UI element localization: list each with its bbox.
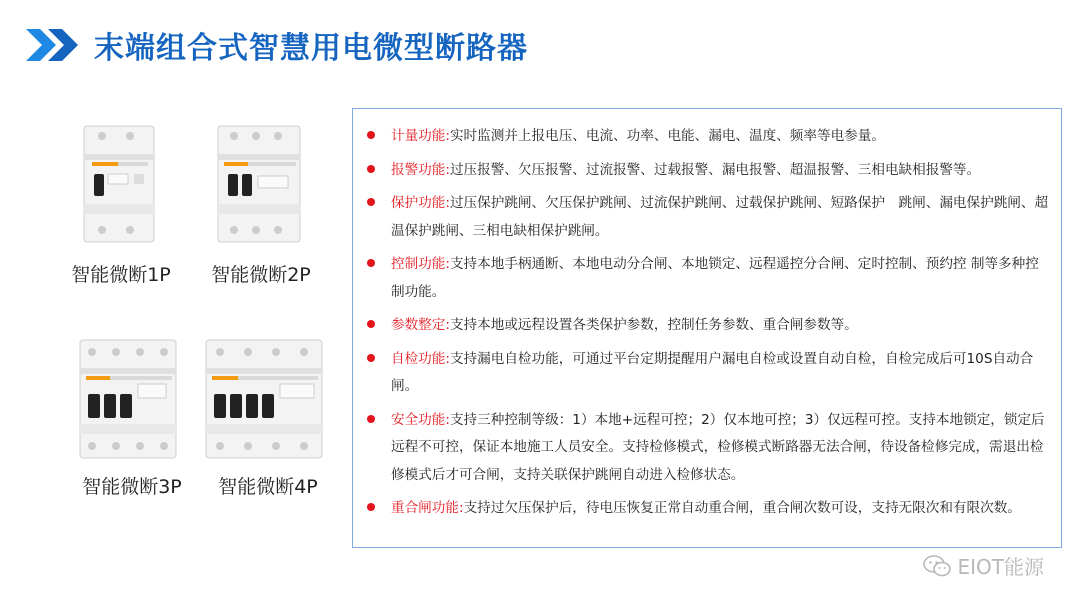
feature-name: 安全功能: [391, 411, 450, 428]
product-label-4p: 智能微断4P [218, 476, 318, 498]
feature-text: 实时监测并上报电压、电流、功率、电能、漏电、温度、频率等电参量。 [449, 128, 885, 144]
feature-body [391, 312, 858, 340]
feature-item [367, 251, 1051, 306]
double-chevron-icon [22, 25, 86, 65]
product-1p-image [80, 124, 160, 244]
watermark [922, 551, 1045, 580]
product-label-3p: 智能微断3P [82, 476, 182, 498]
feature-name: 重合闸功能: [391, 500, 464, 516]
bullet-dot-icon [367, 259, 375, 267]
bullet-dot-icon [367, 131, 375, 139]
wechat-icon [922, 554, 952, 578]
feature-body [391, 346, 1051, 401]
product-label-1p: 智能微断1P [71, 264, 171, 286]
bullet-dot-icon [367, 503, 375, 511]
feature-text: 支持漏电自检功能，可通过平台定期提醒用户漏电自检或设置自动自检，自检完成后可10S自动合闸。 [391, 350, 1034, 394]
feature-name: 计量功能: [391, 128, 450, 144]
feature-item [367, 495, 1051, 523]
feature-text: 过压保护跳闸、欠压保护跳闸、过流保护跳闸、过载保护跳闸、短路保护 跳闸、漏电保护跳闸、超温保护跳闸、三相电缺相保护跳闸。 [391, 195, 1049, 239]
feature-body [391, 157, 980, 185]
page-title: 末端组合式智慧用电微型断路器 [94, 31, 528, 66]
feature-text: 支持三种控制等级：1）本地+远程可控；2）仅本地可控；3）仅远程可控。支持本地锁定，锁定后远程不可控，保证本地施工人员安全。支持检修模式，检修模式断路器无法合闸，待设备检修完成，需退出检修模式后才可合闸，支持关联保护跳闸自动进入检修状态。 [391, 411, 1045, 483]
feature-text: 支持本地手柄通断、本地电动分合闸、本地锁定、远程遥控分合闸、定时控制、预约控 制等多种控制功能。 [391, 256, 1039, 300]
features-panel [352, 108, 1062, 548]
feature-item [367, 346, 1051, 401]
bullet-dot-icon [367, 320, 375, 328]
feature-item [367, 190, 1051, 245]
feature-item [367, 407, 1051, 490]
feature-name: 报警功能: [391, 161, 450, 178]
feature-body [391, 495, 1021, 523]
product-gallery [40, 112, 340, 512]
feature-item [367, 123, 1051, 151]
product-2p-image [216, 124, 306, 244]
product-4p-image [204, 338, 324, 460]
feature-body [391, 407, 1051, 490]
feature-name: 自检功能: [391, 350, 450, 367]
product-label-2p: 智能微断2P [211, 264, 311, 286]
bullet-dot-icon [367, 415, 375, 423]
feature-item [367, 157, 1051, 185]
bullet-dot-icon [367, 165, 375, 173]
watermark-text: EIOT能源 [957, 555, 1044, 579]
slide-header [22, 22, 528, 68]
bullet-dot-icon [367, 354, 375, 362]
feature-text: 支持本地或远程设置各类保护参数，控制任务参数、重合闸参数等。 [449, 317, 858, 333]
feature-name: 控制功能: [391, 256, 450, 272]
feature-text: 过压报警、欠压报警、过流报警、过载报警、漏电报警、超温报警、三相电缺相报警等。 [449, 161, 981, 178]
feature-body [391, 251, 1051, 306]
feature-name: 保护功能: [391, 195, 450, 211]
feature-body [391, 190, 1051, 245]
feature-item [367, 312, 1051, 340]
bullet-dot-icon [367, 198, 375, 206]
feature-text: 支持过欠压保护后，待电压恢复正常自动重合闸，重合闸次数可设，支持无限次和有限次数。 [463, 500, 1021, 516]
feature-name: 参数整定: [391, 317, 450, 333]
feature-body [391, 123, 885, 151]
product-3p-image [78, 338, 178, 460]
